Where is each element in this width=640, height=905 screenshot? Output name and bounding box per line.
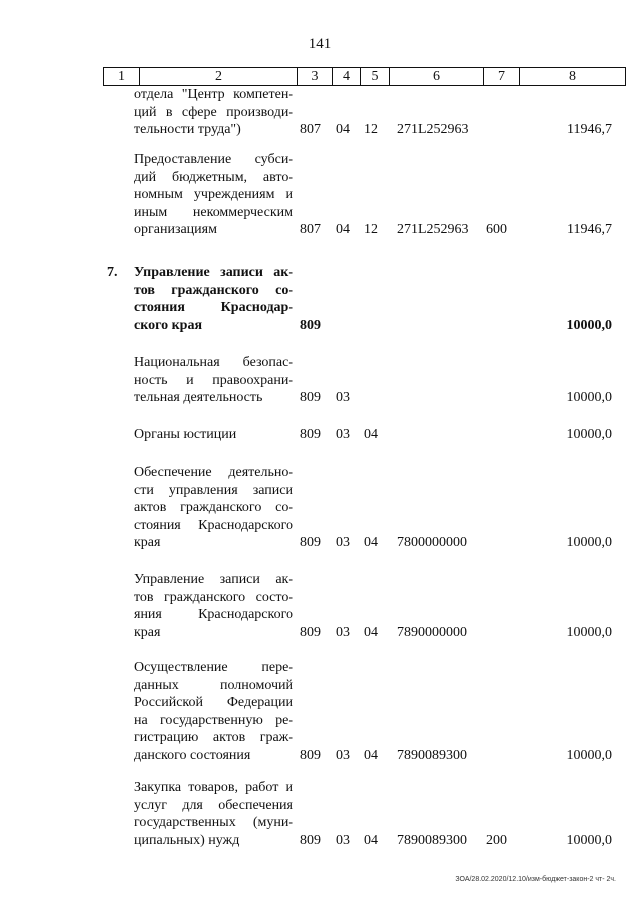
cell-c8: 10000,0: [566, 747, 612, 763]
row-name-line: дий бюджетным, авто-: [134, 169, 293, 185]
cell-c5: 04: [364, 832, 378, 848]
row-name-line: Закупка товаров, работ и: [134, 780, 293, 795]
row-name-line: края: [134, 624, 161, 640]
cell-c5: 04: [364, 427, 378, 442]
cell-c4: 04: [336, 222, 350, 237]
row-name: [134, 779, 293, 849]
cell-c3: 809: [300, 317, 321, 333]
cell-c6: 271L252963: [397, 122, 469, 137]
cell-c6: 7890089300: [397, 747, 467, 763]
row-name-line: номным учреждениям и: [134, 187, 293, 202]
row-name-line: Органы юстиции: [134, 427, 237, 442]
row-name-line: тов гражданского со-: [134, 282, 293, 298]
cell-c8: 10000,0: [566, 317, 612, 333]
header-col-1: 1: [104, 68, 140, 86]
cell-c7: 200: [486, 832, 507, 848]
row-name-line: тов гражданского состо-: [134, 589, 293, 605]
page-number: 141: [308, 36, 332, 52]
row-name-line: ского края: [134, 317, 203, 333]
row-name: [134, 426, 293, 444]
row-name: [134, 86, 293, 139]
cell-c8: 10000,0: [566, 832, 612, 848]
header-col-3: 3: [298, 68, 333, 86]
row-name-line: Обеспечение деятельно-: [134, 465, 293, 480]
cell-c4: 03: [336, 624, 350, 640]
footer-file-reference: ЗОА/28.02.2020/12.10/изм-бюджет-закон-2 чт- 2ч.: [455, 876, 616, 883]
row-name-line: стояния Краснодарского: [134, 517, 293, 533]
header-col-7: 7: [484, 68, 520, 86]
header-col-5: 5: [361, 68, 390, 86]
row-name-line: яния Краснодарского: [134, 607, 293, 622]
cell-c8: 10000,0: [566, 427, 612, 442]
cell-c6: 7890000000: [397, 624, 467, 640]
row-name-line: ность и правоохрани-: [134, 372, 293, 388]
cell-c8: 11946,7: [567, 222, 612, 237]
row-name-line: тельности труда"): [134, 122, 241, 137]
row-name-line: сти управления записи: [134, 482, 293, 498]
row-name-line: Национальная безопас-: [134, 355, 293, 370]
row-name-line: услуг для обеспечения: [134, 797, 293, 813]
header-col-8: 8: [520, 68, 626, 86]
row-name: [134, 659, 293, 764]
cell-c4: 03: [336, 832, 350, 848]
row-name: [134, 464, 293, 552]
row-name: [134, 151, 293, 239]
cell-c7: 600: [486, 222, 507, 237]
cell-c5: 04: [364, 624, 378, 640]
cell-c6: 7890089300: [397, 832, 467, 848]
cell-c5: 12: [364, 222, 378, 237]
row-name: [134, 571, 293, 641]
row-name-line: Российской Федерации: [134, 695, 293, 710]
row-name-line: Предоставление субси-: [134, 152, 293, 167]
cell-c3: 809: [300, 832, 321, 848]
header-col-6: 6: [390, 68, 484, 86]
row-name: [134, 354, 293, 407]
cell-c5: 12: [364, 122, 378, 137]
row-name-line: иным некоммерческим: [134, 204, 293, 220]
cell-c3: 807: [300, 222, 321, 237]
row-name-line: на государственную ре-: [134, 712, 293, 728]
row-number: 7.: [107, 265, 118, 280]
cell-c5: 04: [364, 747, 378, 763]
cell-c3: 809: [300, 390, 321, 405]
cell-c3: 809: [300, 624, 321, 640]
row-name-line: края: [134, 535, 161, 550]
cell-c6: 7800000000: [397, 535, 467, 550]
cell-c3: 809: [300, 535, 321, 550]
column-header-row: [103, 67, 626, 86]
cell-c3: 807: [300, 122, 321, 137]
cell-c8: 11946,7: [567, 122, 612, 137]
row-name-line: данского состояния: [134, 747, 251, 763]
row-name-line: данных полномочий: [134, 677, 293, 693]
cell-c3: 809: [300, 427, 321, 442]
cell-c4: 04: [336, 122, 350, 137]
row-name-line: тельная деятельность: [134, 390, 263, 405]
row-name-line: организациям: [134, 222, 217, 237]
cell-c6: 271L252963: [397, 222, 469, 237]
cell-c3: 809: [300, 747, 321, 763]
row-name-line: стояния Краснодар-: [134, 300, 293, 315]
row-name-line: Осуществление пере-: [134, 660, 293, 675]
row-name-line: актов гражданского со-: [134, 500, 293, 515]
header-col-4: 4: [333, 68, 361, 86]
row-name-line: ций в сфере производи-: [134, 104, 293, 120]
row-name-line: Управление записи ак-: [134, 265, 293, 280]
cell-c8: 10000,0: [566, 390, 612, 405]
cell-c4: 03: [336, 390, 350, 405]
row-name-line: отдела "Центр компетен-: [134, 87, 293, 102]
cell-c5: 04: [364, 535, 378, 550]
row-name-line: гистрацию актов граж-: [134, 730, 293, 745]
cell-c4: 03: [336, 747, 350, 763]
cell-c4: 03: [336, 535, 350, 550]
row-name-line: Управление записи ак-: [134, 572, 293, 587]
row-name: [134, 264, 293, 334]
cell-c8: 10000,0: [566, 624, 612, 640]
cell-c4: 03: [336, 427, 350, 442]
row-name-line: ципальных) нужд: [134, 832, 240, 848]
cell-c8: 10000,0: [566, 535, 612, 550]
header-col-2: 2: [140, 68, 298, 86]
row-name-line: государственных (муни-: [134, 815, 293, 830]
